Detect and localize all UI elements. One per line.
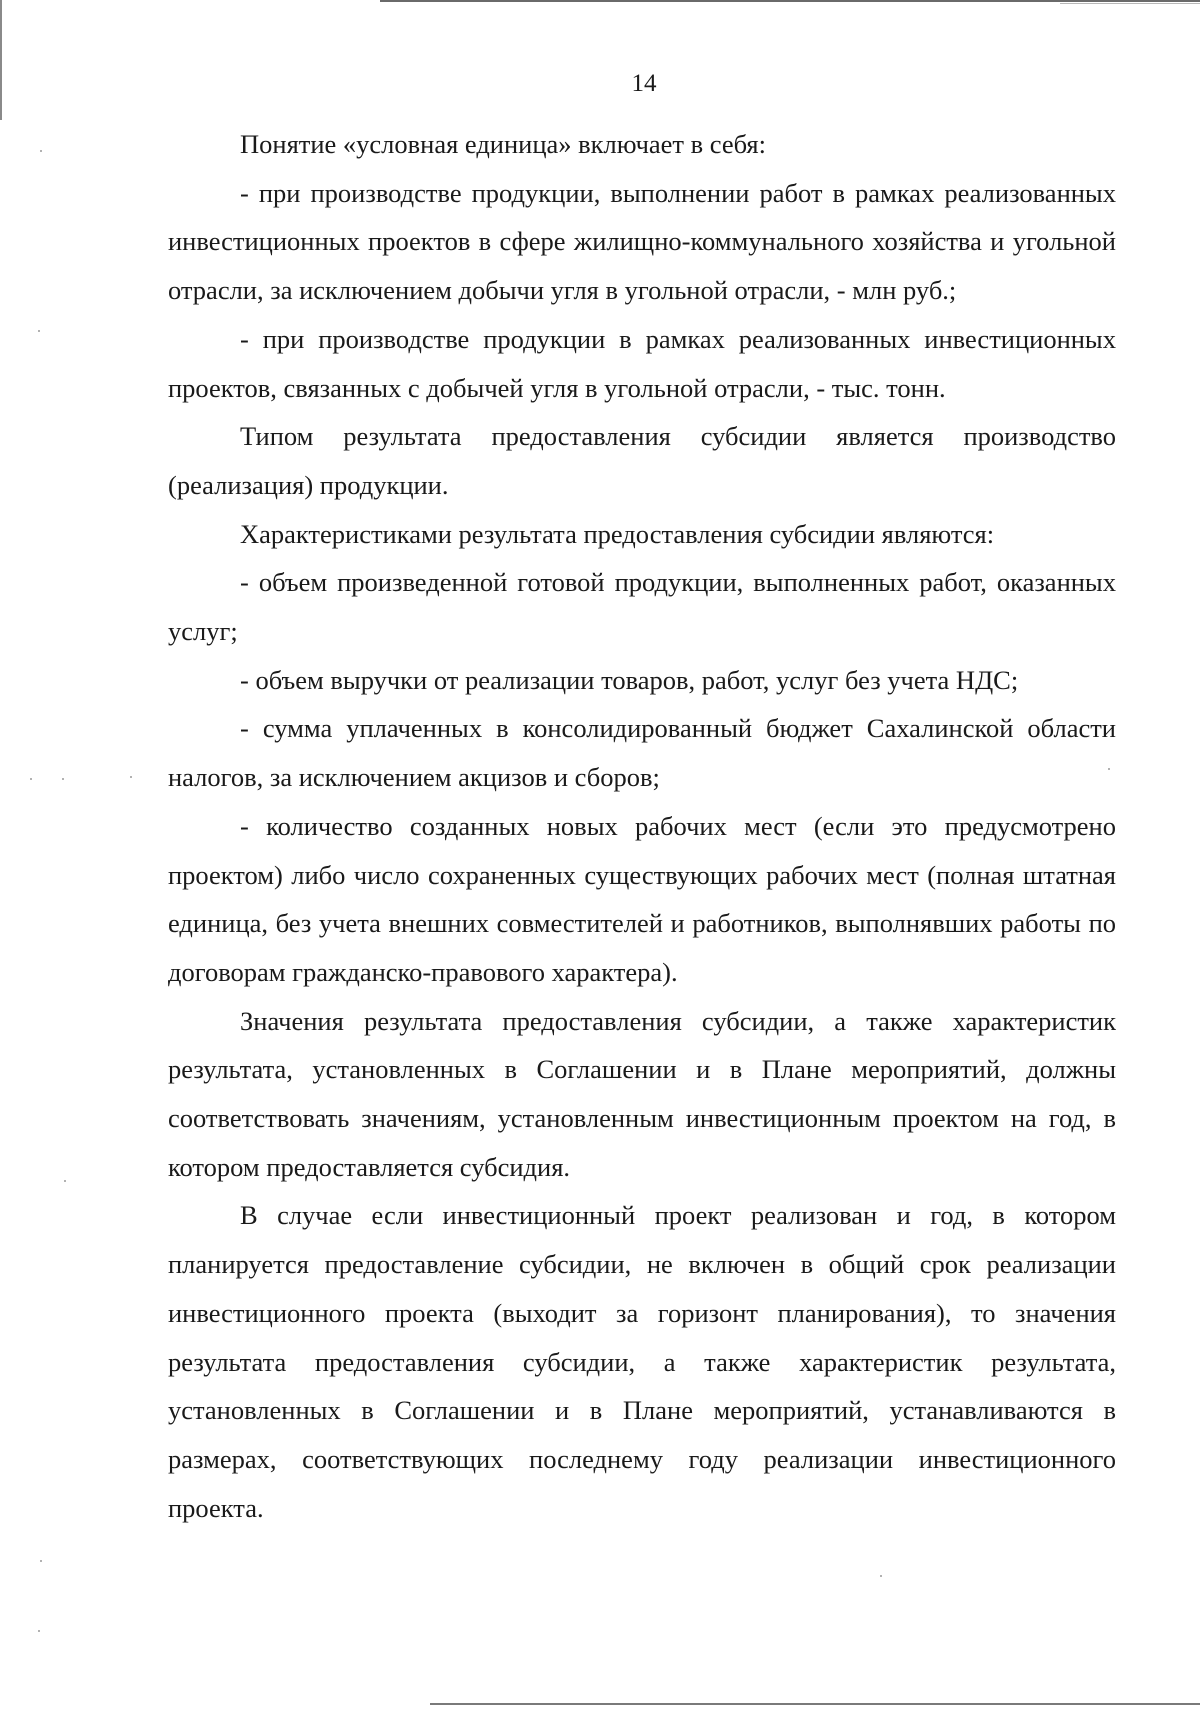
document-body — [168, 120, 1116, 1532]
scan-left-edge — [0, 0, 2, 120]
scan-top-edge — [380, 0, 1200, 2]
scan-speck — [64, 1180, 66, 1182]
paragraph-taxes-paid: - сумма уплаченных в консолидированный бюджет Сахалинской области налогов, за исключением акцизов и сборов; — [168, 713, 1116, 793]
paragraph-jobs-count: - количество созданных новых рабочих мест (если это предусмотрено проектом) либо число сохраненных существующих рабочих мест (полная штатная единица, без учета внешних совместителей и работников, выполнявших работы по договорам гражданско-правового характера). — [168, 810, 1116, 987]
scan-top-edge-faint — [1060, 3, 1200, 4]
paragraph-planning-horizon: В случае если инвестиционный проект реализован и год, в котором планируется предоставление субсидии, не включен в общий срок реализации инвестиционного проекта (выходит за горизонт планирования), то значения результата предоставления субсидии, а также характеристик результата, установленных в Соглашении и в Плане мероприятий, устанавливаются в размерах, соответствующих последнему году реализации инвестиционного проекта. — [168, 1200, 1116, 1523]
scan-speck — [130, 776, 132, 778]
scan-speck — [40, 1560, 42, 1562]
paragraph-result-type: Типом результата предоставления субсидии является производство (реализация) продукции. — [168, 421, 1116, 500]
scan-speck — [40, 150, 42, 152]
paragraph-output-volume: - объем произведенной готовой продукции, выполненных работ, оказанных услуг; — [168, 567, 1116, 647]
paragraph-unit-million-rubles: - при производстве продукции, выполнении работ в рамках реализованных инвестиционных проектов в сфере жилищно-коммунального хозяйства и угольной отрасли, за исключением добычи угля в угольной отрасли, - млн руб.; — [168, 177, 1116, 306]
page-number: 14 — [631, 70, 657, 97]
paragraph-result-values: Значения результата предоставления субсидии, а также характеристик результата, установленных в Соглашении и в Плане мероприятий, должны соответствовать значениям, установленным инвестиционным проектом на год, в котором предоставляется субсидия. — [168, 1005, 1116, 1182]
paragraph-unit-thousand-tons: - при производстве продукции в рамках реализованных инвестиционных проектов, связанных с добычей угля в угольной отрасли, - тыс. тонн. — [168, 323, 1116, 403]
scan-speck — [38, 330, 40, 332]
scan-speck — [38, 1630, 40, 1632]
scan-speck — [30, 778, 32, 780]
paragraph-revenue-volume: - объем выручки от реализации товаров, работ, услуг без учета НДС; — [240, 664, 1019, 695]
scan-speck — [880, 1575, 882, 1577]
paragraph-conventional-unit-intro: Понятие «условная единица» включает в себя: — [240, 129, 766, 159]
scan-speck — [62, 778, 64, 780]
scan-bottom-edge — [430, 1703, 1200, 1705]
paragraph-characteristics-intro: Характеристиками результата предоставления субсидии являются: — [240, 518, 995, 549]
